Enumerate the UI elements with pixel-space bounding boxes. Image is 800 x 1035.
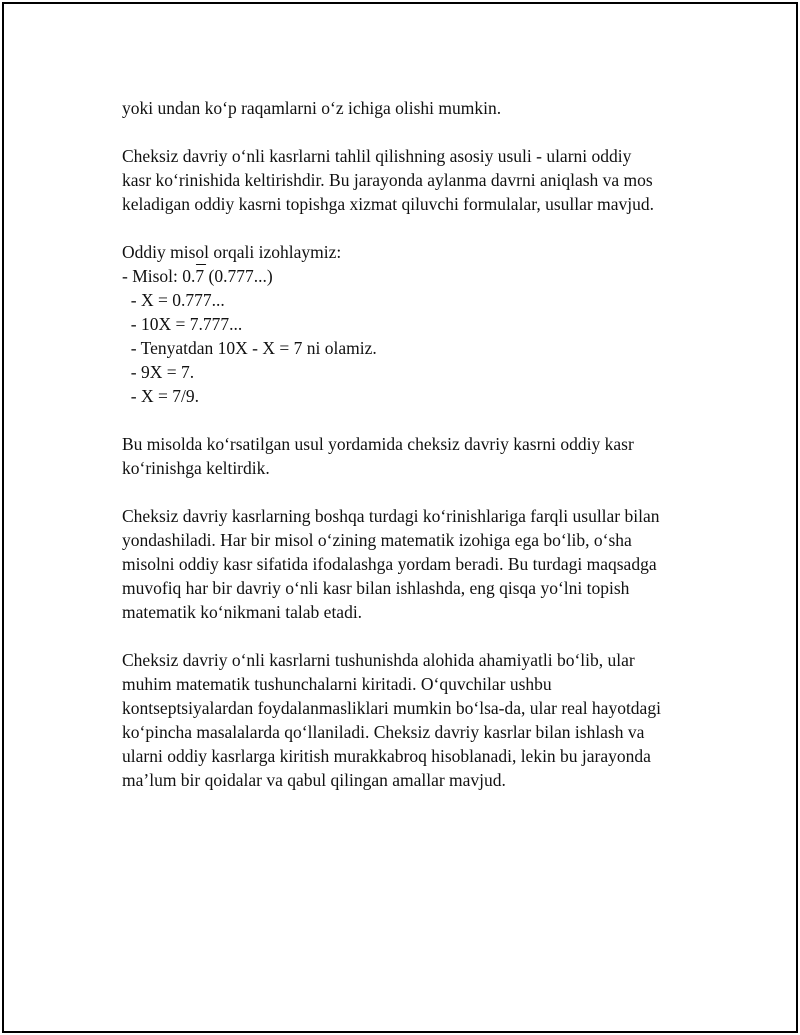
text-line: keladigan oddiy kasrni topishga xizmat qiluvchi formulalar, usullar mavjud. (122, 194, 654, 214)
example-suffix: (0.777...) (204, 266, 273, 286)
example-prefix: - Misol: 0. (122, 266, 196, 286)
paragraph-6 (122, 648, 722, 792)
paragraph-4 (122, 432, 722, 480)
example-step: - Tenyatdan 10X - X = 7 ni olamiz. (122, 338, 377, 358)
example-step: - 9X = 7. (122, 362, 195, 382)
text-line: kontseptsiyalardan foydalanmasliklari mumkin bo‘lsa-da, ular real hayotdagi (122, 698, 661, 718)
text-line: misolni oddiy kasr sifatida ifodalashga yordam beradi. Bu turdagi maqsadga (122, 554, 657, 574)
text-line: Cheksiz davriy o‘nli kasrlarni tushunishda alohida ahamiyatli bo‘lib, ular (122, 650, 635, 670)
text-line: Bu misolda ko‘rsatilgan usul yordamida cheksiz davriy kasrni oddiy kasr (122, 434, 634, 454)
text-line: ma’lum bir qoidalar va qabul qilingan amallar mavjud. (122, 770, 506, 790)
paragraph-1 (122, 96, 722, 120)
text-line: Cheksiz davriy kasrlarning boshqa turdagi ko‘rinishlariga farqli usullar bilan (122, 506, 660, 526)
text-line: ularni oddiy kasrlarga kiritish murakkabroq hisoblanadi, lekin bu jarayonda (122, 746, 651, 766)
text-line: matematik ko‘nikmani talab etadi. (122, 602, 363, 622)
document-body (122, 96, 722, 816)
example-heading (122, 264, 722, 288)
text-line: yoki undan ko‘p raqamlarni o‘z ichiga olishi mumkin. (122, 98, 502, 118)
text-line: yondashiladi. Har bir misol o‘zining matematik izohiga ega bo‘lib, o‘sha (122, 530, 632, 550)
text-line: Cheksiz davriy o‘nli kasrlarni tahlil qilishning asosiy usuli - ularni oddiy (122, 146, 632, 166)
repeating-digit: 7 (195, 266, 205, 286)
paragraph-2 (122, 144, 722, 216)
example-step: - 10X = 7.777... (122, 314, 243, 334)
paragraph-example (122, 240, 722, 408)
example-intro: Oddiy misol orqali izohlaymiz: (122, 242, 342, 262)
example-step: - X = 7/9. (122, 386, 199, 406)
text-line: ko‘pincha masalalarda qo‘llaniladi. Cheksiz davriy kasrlar bilan ishlash va (122, 722, 645, 742)
page (2, 2, 798, 1033)
paragraph-5 (122, 504, 722, 624)
example-step: - X = 0.777... (122, 290, 225, 310)
text-line: muhim matematik tushunchalarni kiritadi. O‘quvchilar ushbu (122, 674, 552, 694)
text-line: muvofiq har bir davriy o‘nli kasr bilan ishlashda, eng qisqa yo‘lni topish (122, 578, 630, 598)
text-line: ko‘rinishga keltirdik. (122, 458, 270, 478)
text-line: kasr ko‘rinishida keltirishdir. Bu jarayonda aylanma davrni aniqlash va mos (122, 170, 653, 190)
